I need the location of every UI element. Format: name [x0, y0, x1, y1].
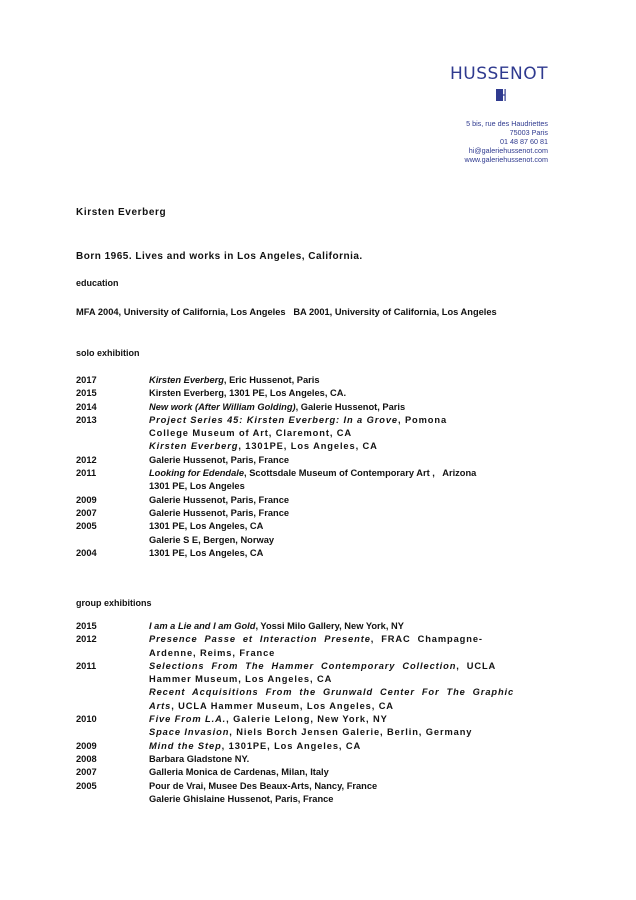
exhibition-venue: , Pomona [397, 414, 448, 425]
exhibition-venue: , 1301PE, Los Angeles, CA [221, 740, 362, 751]
exhibition-row [76, 467, 560, 494]
exhibition-details [149, 507, 560, 520]
exhibition-title: Kirsten Everberg [149, 375, 224, 385]
exhibition-line [149, 374, 560, 387]
exhibition-year: 2014 [76, 401, 97, 412]
exhibition-line [149, 780, 560, 793]
exhibition-line [149, 520, 560, 533]
exhibition-row [76, 780, 560, 807]
exhibition-venue: Galerie Hussenot, Paris, France [149, 454, 290, 465]
exhibition-year: 2009 [76, 740, 97, 751]
gallery-mark-icon [496, 89, 508, 101]
artist-bio: Born 1965. Lives and works in Los Angeles, California. [76, 251, 363, 262]
exhibition-year: 2004 [76, 547, 97, 558]
education-text: MFA 2004, University of California, Los Angeles BA 2001, University of California, Los Angeles [76, 307, 497, 317]
exhibition-venue: , UCLA [456, 660, 497, 671]
exhibition-row [76, 620, 560, 633]
exhibition-title: I am a Lie and I am Gold [149, 621, 256, 631]
exhibition-line [149, 494, 560, 507]
exhibition-row [76, 766, 560, 779]
exhibition-venue: Ardenne, Reims, France [149, 647, 276, 658]
exhibition-details [149, 374, 560, 387]
exhibition-year: 2007 [76, 767, 97, 778]
exhibition-venue: , Niels Borch Jensen Galerie, Berlin, Germany [229, 727, 473, 738]
exhibition-details [149, 401, 560, 414]
exhibition-venue: Kirsten Everberg, 1301 PE, Los Angeles, CA. [149, 388, 347, 399]
exhibition-line [149, 620, 560, 633]
exhibition-line [149, 660, 560, 673]
exhibition-year: 2005 [76, 780, 97, 791]
exhibition-venue: 1301 PE, Los Angeles, CA [149, 547, 264, 558]
exhibition-details [149, 660, 560, 713]
exhibition-year: 2008 [76, 753, 97, 764]
exhibition-line [149, 647, 560, 660]
exhibition-venue: , UCLA Hammer Museum, Los Angeles, CA [171, 700, 394, 711]
exhibition-venue: 1301 PE, Los Angeles, CA [149, 521, 264, 532]
exhibition-venue: , Scottsdale Museum of Contemporary Art , Arizona [244, 468, 477, 479]
exhibition-venue: Hammer Museum, Los Angeles, CA [149, 674, 333, 685]
exhibition-venue: Galleria Monica de Cardenas, Milan, Italy [149, 767, 329, 778]
solo-title: solo exhibition [76, 348, 140, 358]
exhibition-venue: Pour de Vrai, Musee Des Beaux-Arts, Nancy, France [149, 780, 378, 791]
exhibition-title: Project Series 45: Kirsten Everberg: In a Grove [149, 414, 398, 425]
exhibition-venue: Galerie S E, Bergen, Norway [149, 534, 275, 545]
exhibition-line [149, 507, 560, 520]
exhibition-details [149, 520, 560, 547]
exhibition-year: 2011 [76, 468, 97, 479]
exhibition-year: 2007 [76, 507, 97, 518]
exhibition-title: Presence Passe et Interaction Presente [149, 634, 371, 645]
exhibition-details [149, 780, 560, 807]
gallery-logo [450, 64, 548, 84]
exhibition-line [149, 427, 560, 440]
address-line: 75003 Paris [509, 128, 548, 137]
exhibition-line [149, 740, 560, 753]
exhibition-venue: Galerie Hussenot, Paris, France [149, 507, 290, 518]
exhibition-line [149, 387, 560, 400]
exhibition-details [149, 454, 560, 467]
exhibition-details [149, 494, 560, 507]
exhibition-row [76, 401, 560, 414]
exhibition-line [149, 547, 560, 560]
exhibition-title: Mind the Step [149, 740, 222, 751]
artist-name: Kirsten Everberg [76, 207, 167, 218]
exhibition-year: 2012 [76, 634, 97, 645]
exhibition-line [149, 793, 560, 806]
exhibition-line [149, 673, 560, 686]
education-title: education [76, 278, 119, 288]
exhibition-venue: , Galerie Hussenot, Paris [295, 401, 406, 412]
group-exhibition-list [76, 620, 560, 806]
exhibition-venue: Galerie Ghislaine Hussenot, Paris, France [149, 793, 334, 804]
exhibition-row [76, 507, 560, 520]
exhibition-year: 2015 [76, 621, 97, 631]
exhibition-title: New work (After William Golding) [149, 401, 296, 412]
exhibition-details [149, 713, 560, 740]
exhibition-row [76, 520, 560, 547]
exhibition-row [76, 414, 560, 454]
address-email: hi@galeriehussenot.com [468, 146, 548, 155]
exhibition-line [149, 700, 560, 713]
exhibition-line [149, 401, 560, 414]
exhibition-line [149, 753, 560, 766]
exhibition-year: 2011 [76, 660, 97, 671]
exhibition-title: Arts [149, 700, 172, 711]
exhibition-details [149, 740, 560, 753]
exhibition-year: 2015 [76, 388, 97, 399]
group-title: group exhibitions [76, 598, 152, 608]
exhibition-title: Recent Acquisitions From the Grunwald Center For The Graphic [149, 687, 515, 698]
exhibition-line [149, 440, 560, 453]
exhibition-line [149, 726, 560, 739]
address-line: 5 bis, rue des Haudriettes [466, 119, 548, 128]
exhibition-year: 2009 [76, 494, 97, 505]
solo-exhibition-list [76, 374, 560, 560]
exhibition-row [76, 387, 560, 400]
exhibition-venue: , Eric Hussenot, Paris [223, 375, 320, 385]
exhibition-title: Space Invasion [149, 727, 230, 738]
exhibition-title: Five From L.A. [149, 714, 227, 725]
exhibition-title: Selections From The Hammer Contemporary Collection [149, 660, 457, 671]
address-line: 01 48 87 60 81 [500, 137, 548, 146]
exhibition-line [149, 713, 560, 726]
exhibition-details [149, 467, 560, 494]
exhibition-row [76, 753, 560, 766]
exhibition-line [149, 686, 560, 699]
exhibition-venue: College Museum of Art, Claremont, CA [149, 428, 353, 439]
exhibition-venue: , 1301PE, Los Angeles, CA [238, 441, 378, 452]
exhibition-details [149, 620, 560, 633]
exhibition-year: 2017 [76, 375, 97, 385]
exhibition-title: Looking for Edendale [149, 468, 245, 479]
exhibition-row [76, 660, 560, 713]
exhibition-venue: , Yossi Milo Gallery, New York, NY [255, 621, 404, 631]
exhibition-line [149, 766, 560, 779]
exhibition-year: 2013 [76, 414, 97, 425]
exhibition-details [149, 387, 560, 400]
gallery-name: HUSSENOT [449, 64, 548, 84]
exhibition-venue: , FRAC Champagne- [370, 634, 483, 645]
exhibition-year: 2010 [76, 714, 97, 725]
gallery-address [465, 119, 549, 164]
exhibition-line [149, 467, 560, 480]
exhibition-venue: Galerie Hussenot, Paris, France [149, 494, 290, 505]
exhibition-details [149, 766, 560, 779]
exhibition-line [149, 414, 560, 427]
exhibition-line [149, 454, 560, 467]
exhibition-venue: 1301 PE, Los Angeles [149, 481, 245, 492]
exhibition-row [76, 494, 560, 507]
exhibition-line [149, 480, 560, 493]
address-website: www.galeriehussenot.com [464, 155, 548, 164]
exhibition-details [149, 547, 560, 560]
exhibition-venue: Barbara Gladstone NY. [149, 753, 250, 764]
exhibition-row [76, 547, 560, 560]
exhibition-row [76, 740, 560, 753]
exhibition-line [149, 633, 560, 646]
exhibition-row [76, 374, 560, 387]
exhibition-row [76, 713, 560, 740]
exhibition-row [76, 633, 560, 660]
exhibition-year: 2005 [76, 521, 97, 532]
exhibition-details [149, 414, 560, 454]
exhibition-line [149, 534, 560, 547]
exhibition-venue: , Galerie Lelong, New York, NY [226, 714, 388, 725]
exhibition-details [149, 633, 560, 660]
exhibition-details [149, 753, 560, 766]
exhibition-row [76, 454, 560, 467]
exhibition-year: 2012 [76, 454, 97, 465]
exhibition-title: Kirsten Everberg [149, 441, 239, 452]
